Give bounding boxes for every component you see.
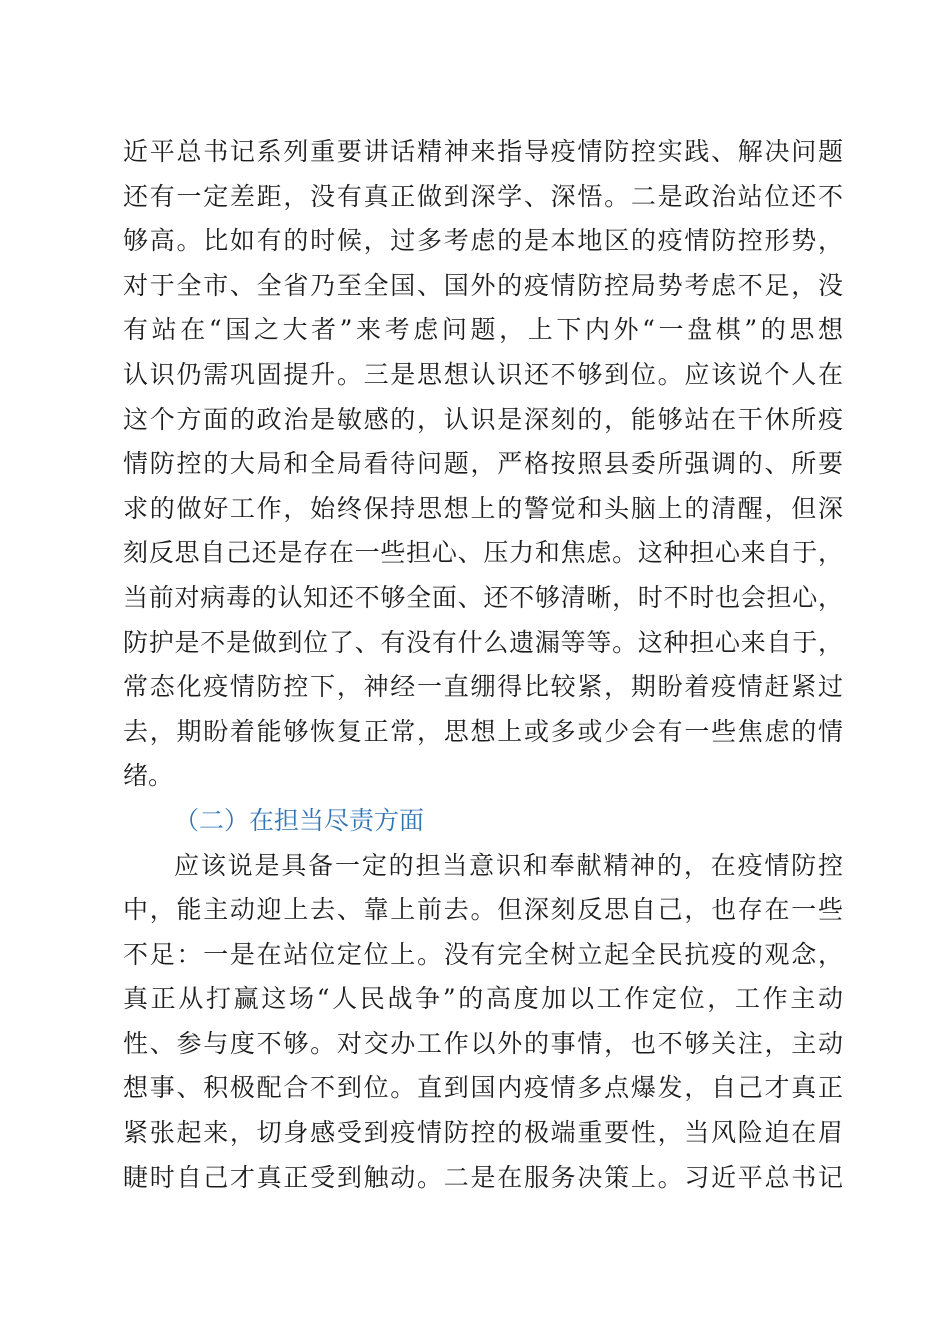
text-line: 性、参与度不够。对交办工作以外的事情，也不够关注，主动 [123, 1028, 843, 1058]
text-line: 去，期盼着能够恢复正常，思想上或多或少会有一些焦虑的情 [123, 716, 843, 746]
paragraph-2 [123, 844, 843, 1201]
text-line: 情防控的大局和全局看待问题，严格按照县委所强调的、所要 [123, 449, 843, 479]
document-body [123, 130, 843, 1200]
text-line: 真正从打赢这场“人民战争”的高度加以工作定位，工作主动 [123, 984, 843, 1014]
text-line: 刻反思自己还是存在一些担心、压力和焦虑。这种担心来自于， [123, 538, 843, 568]
text-line: 够高。比如有的时候，过多考虑的是本地区的疫情防控形势， [123, 226, 843, 256]
text-line: 紧张起来，切身感受到疫情防控的极端重要性，当风险迫在眉 [123, 1118, 843, 1148]
text-line: 防护是不是做到位了、有没有什么遗漏等等。这种担心来自于， [123, 627, 843, 657]
text-line: 还有一定差距，没有真正做到深学、深悟。二是政治站位还不 [123, 181, 843, 211]
text-line: 想事、积极配合不到位。直到国内疫情多点爆发，自己才真正 [123, 1073, 843, 1103]
text-line: 近平总书记系列重要讲话精神来指导疫情防控实践、解决问题 [123, 137, 843, 166]
text-line: 常态化疫情防控下，神经一直绷得比较紧，期盼着疫情赶紧过 [123, 672, 843, 702]
text-line: 中，能主动迎上去、靠上前去。但深刻反思自己，也存在一些 [123, 895, 843, 925]
section-heading: （二）在担当尽责方面 [174, 805, 425, 835]
text-line: 当前对病毒的认知还不够全面、还不够清晰，时不时也会担心， [123, 582, 843, 612]
text-line: 有站在“国之大者”来考虑问题，上下内外“一盘棋”的思想 [123, 315, 843, 345]
text-line: 应该说是具备一定的担当意识和奉献精神的，在疫情防控 [174, 850, 843, 880]
text-line: 睫时自己才真正受到触动。二是在服务决策上。习近平总书记 [123, 1162, 843, 1192]
text-line: 不足：一是在站位定位上。没有完全树立起全民抗疫的观念， [123, 939, 843, 969]
text-line: 对于全市、全省乃至全国、国外的疫情防控局势考虑不足，没 [123, 270, 843, 300]
text-line: 认识仍需巩固提升。三是思想认识还不够到位。应该说个人在 [123, 359, 843, 389]
paragraph-1 [123, 130, 843, 799]
text-line: 求的做好工作，始终保持思想上的警觉和头脑上的清醒，但深 [123, 493, 843, 523]
text-line: 绪。 [123, 761, 174, 791]
text-line: 这个方面的政治是敏感的，认识是深刻的，能够站在干休所疫 [123, 404, 843, 434]
